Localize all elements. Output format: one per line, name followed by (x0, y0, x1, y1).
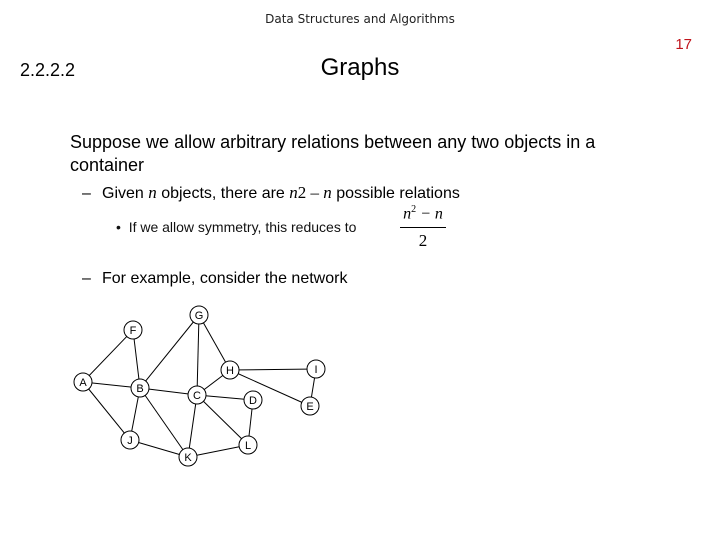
node-label: F (129, 325, 137, 337)
expr-n: n (289, 183, 298, 202)
node-label: K (184, 452, 192, 464)
dash-marker: – (82, 185, 91, 202)
numerator-exponent: 2 (411, 204, 417, 215)
expr-exponent: 2 (297, 183, 307, 202)
node-label: E (306, 401, 314, 413)
slide-title: Graphs (320, 54, 400, 81)
graph-node-g (190, 306, 208, 324)
node-label: C (193, 390, 201, 402)
node-label: G (194, 310, 204, 322)
graph-node-h (221, 361, 239, 379)
section-number: 2.2.2.2 (20, 60, 76, 80)
network-graph (60, 300, 360, 470)
text-objects: objects, there are (156, 185, 290, 202)
node-label: H (226, 365, 234, 377)
fraction-bar (400, 227, 446, 228)
graph-edge-c-l (197, 395, 248, 445)
graph-node-e (301, 397, 319, 415)
node-label: I (314, 364, 318, 376)
fraction-numerator (398, 204, 448, 223)
var-n: n (148, 183, 157, 202)
page-number: 17 (675, 36, 692, 53)
graph-edge-a-j (83, 382, 130, 440)
graph-edge-h-e (230, 370, 310, 406)
bullet-example-network (82, 270, 347, 288)
graph-node-j (121, 431, 139, 449)
fraction-formula (398, 204, 448, 254)
bullet-marker: • (116, 219, 121, 235)
graph-node-d (244, 391, 262, 409)
graph-edge-b-k (140, 388, 188, 457)
node-label: A (79, 377, 87, 389)
graph-node-a (74, 373, 92, 391)
graph-node-f (124, 321, 142, 339)
graph-node-l (239, 436, 257, 454)
text-given: Given (102, 185, 149, 202)
node-label: D (249, 395, 257, 407)
course-header: Data Structures and Algorithms (265, 12, 455, 26)
numerator-rest: − n (416, 205, 443, 223)
numerator-base: n (403, 205, 412, 223)
bullet-arbitrary-relations: Suppose we allow arbitrary relations between any two objects in a container (70, 132, 596, 175)
graph-node-b (131, 379, 149, 397)
graph-node-c (188, 386, 206, 404)
graph-node-i (307, 360, 325, 378)
graph-edge-a-f (83, 330, 133, 382)
node-label: J (127, 435, 133, 447)
node-label: B (136, 383, 144, 395)
fraction-denominator: 2 (418, 231, 428, 250)
symmetry-text: If we allow symmetry, this reduces to (128, 219, 357, 235)
bullet-possible-relations (82, 183, 460, 203)
graph-edge-h-i (230, 369, 316, 370)
graph-edge-b-g (140, 315, 199, 388)
expr-n-second: n (323, 183, 332, 202)
expr-minus: – (306, 183, 324, 202)
bullet-symmetry (116, 219, 356, 235)
node-label: L (244, 440, 252, 452)
example-text: For example, consider the network (102, 270, 348, 287)
text-relations: possible relations (331, 185, 460, 202)
graph-node-k (179, 448, 197, 466)
graph-edge-g-c (197, 315, 199, 395)
graph-nodes (74, 306, 325, 466)
dash-marker: – (82, 270, 91, 287)
